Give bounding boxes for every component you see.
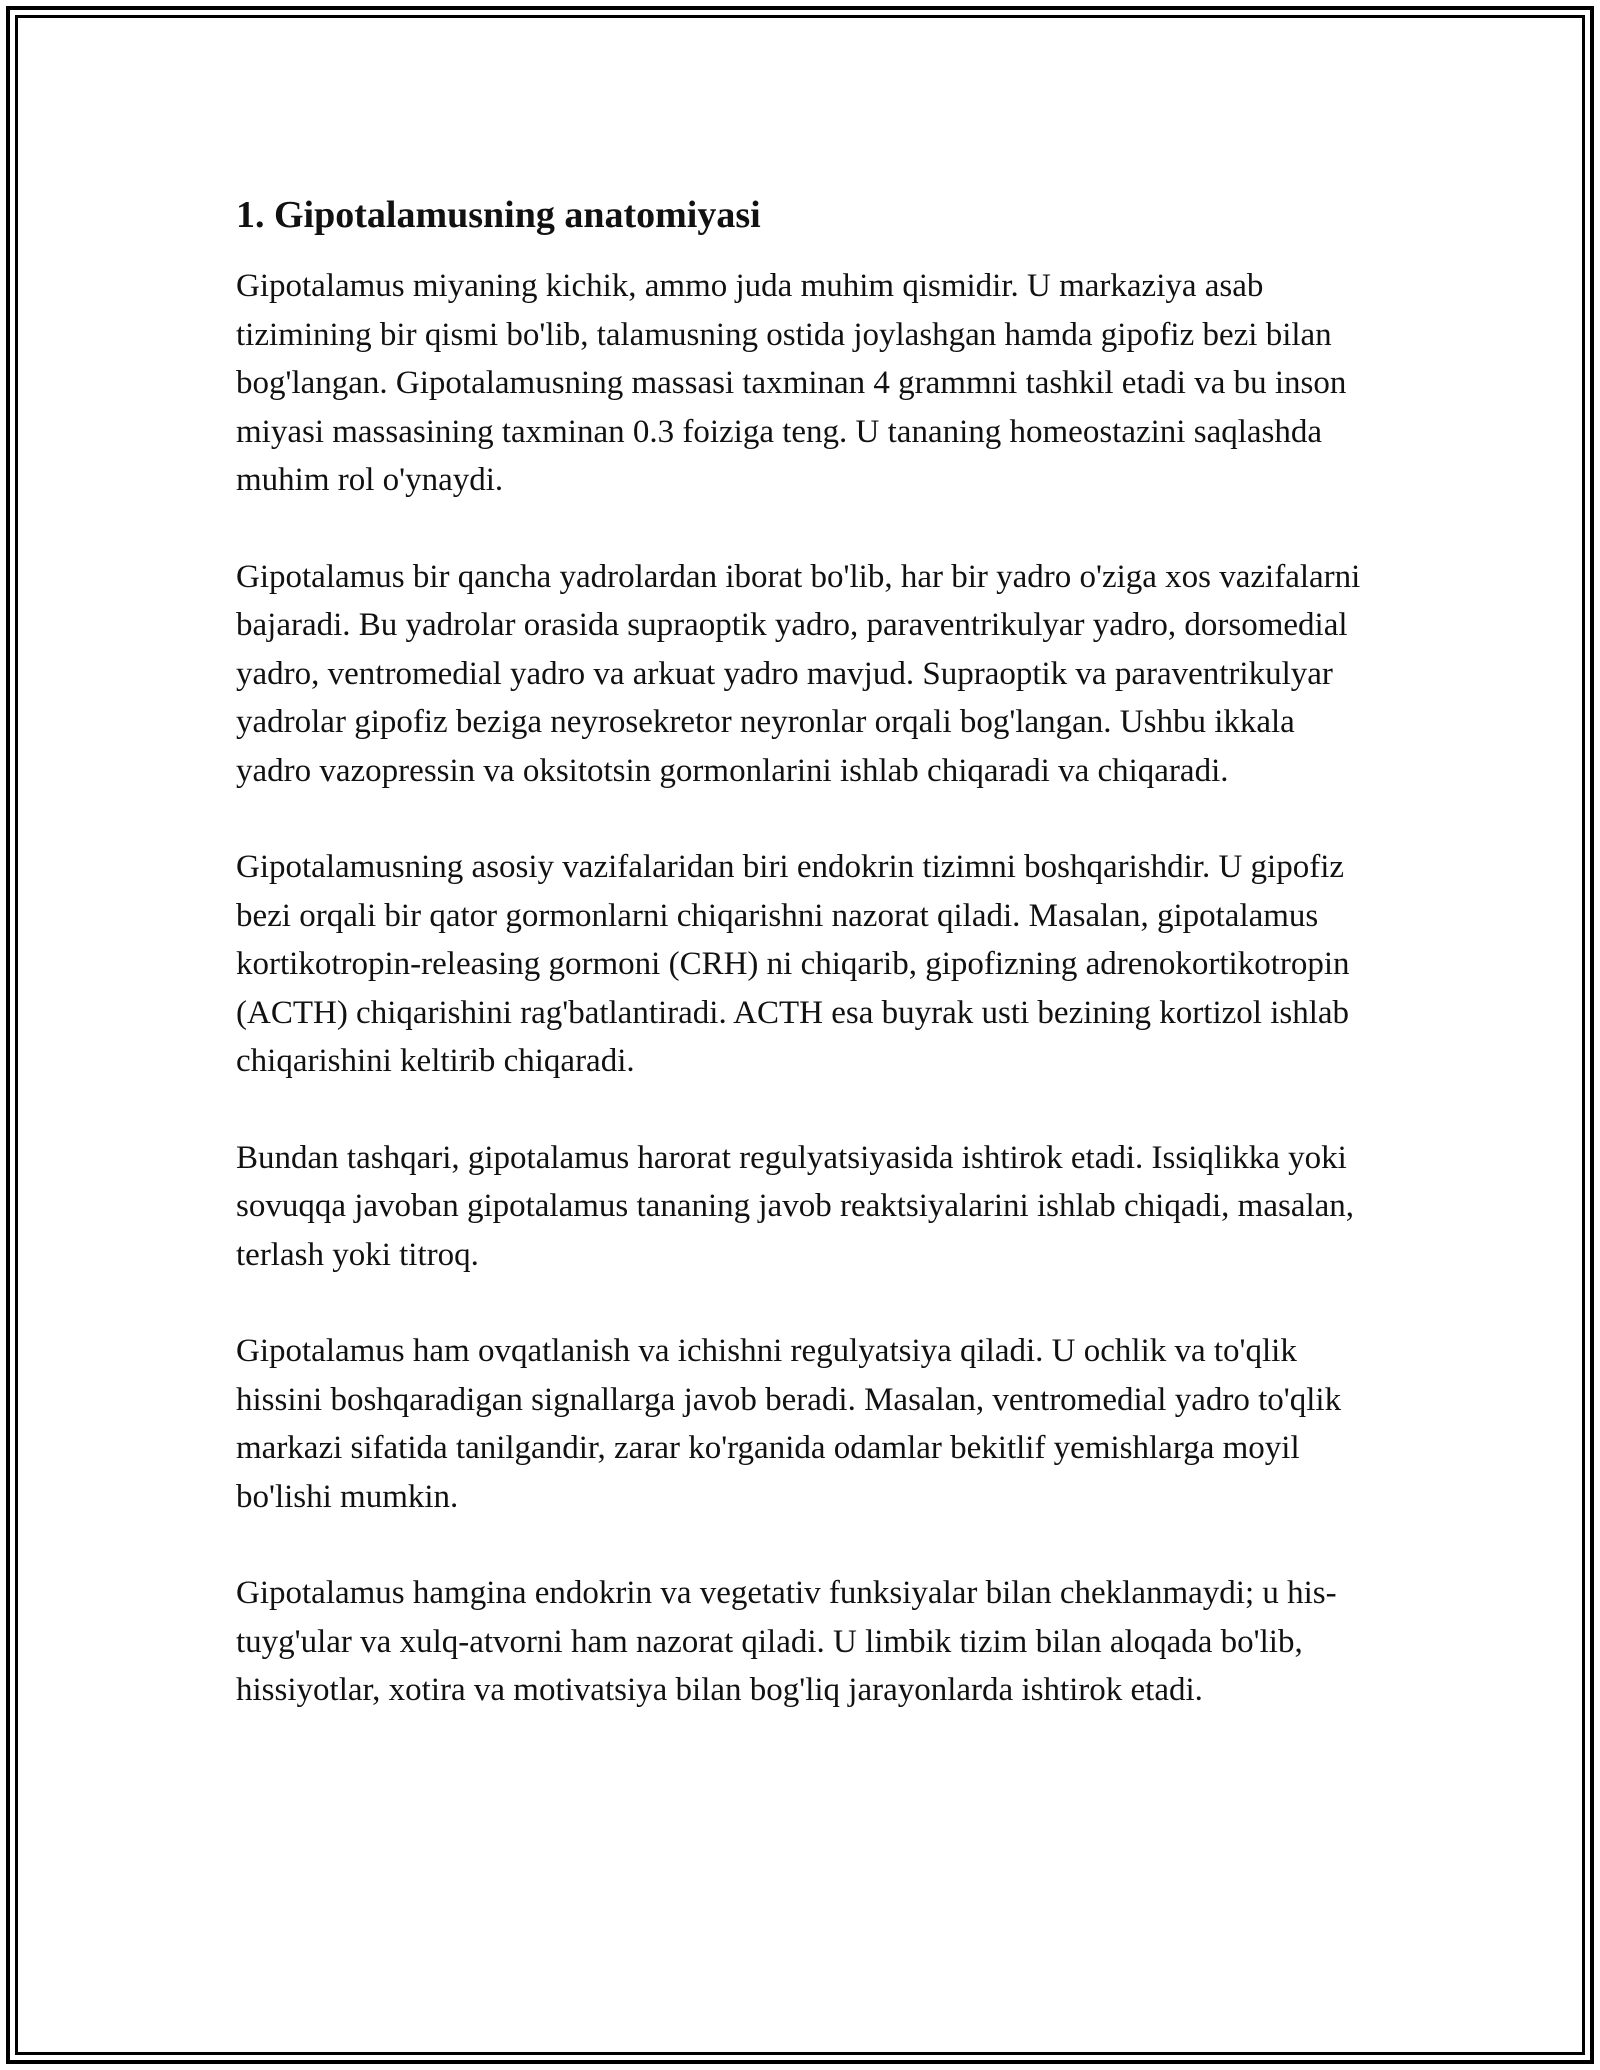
paragraph-feeding-regulation: Gipotalamus ham ovqatlanish va ichishni regulyatsiya qiladi. U ochlik va to'qlik hissini boshqaradigan signallarga javob beradi. Masalan, ventromedial yadro to'qlik markazi sifatida tanilgandir, zarar ko'rganida odamlar bekitlif yemishlarga moyil bo'lishi mumkin. <box>236 1333 1342 1515</box>
section-title: 1. Gipotalamusning anatomiyasi <box>236 194 761 236</box>
paragraph-emotion-behavior: Gipotalamus hamgina endokrin va vegetativ funksiyalar bilan cheklanmaydi; u his-tuyg'ular va xulq-atvorni ham nazorat qiladi. U limbik tizim bilan aloqada bo'lib, hissiyotlar, xotira va motivatsiya bilan bog'liq jarayonlarda ishtirok etadi. <box>236 1575 1337 1708</box>
document-body <box>236 186 1376 1715</box>
paragraph-temperature-regulation: Bundan tashqari, gipotalamus harorat regulyatsiyasida ishtirok etadi. Issiqlikka yoki sovuqqa javoban gipotalamus tananing javob reaktsiyalarini ishlab chiqadi, masalan, terlash yoki titroq. <box>236 1139 1355 1273</box>
paragraph-endocrine-control: Gipotalamusning asosiy vazifalaridan biri endokrin tizimni boshqarishdir. U gipofiz bezi orqali bir qator gormonlarni chiqarishni nazorat qiladi. Masalan, gipotalamus kortikotropin-releasing gormoni (CRH) ni chiqarib, gipofizning adrenokortikotropin (ACTH) chiqarishini rag'batlantiradi. ACTH esa buyrak usti bezining kortizol ishlab chiqarishini keltirib chiqaradi. <box>236 849 1350 1079</box>
paragraph-nuclei: Gipotalamus bir qancha yadrolardan iborat bo'lib, har bir yadro o'ziga xos vazifalarni bajaradi. Bu yadrolar orasida supraoptik yadro, paraventrikulyar yadro, dorsomedial yadro, ventromedial yadro va arkuat yadro mavjud. Supraoptik va paraventrikulyar yadrolar gipofiz beziga neyrosekretor neyronlar orqali bog'langan. Ushbu ikkala yadro vazopressin va oksitotsin gormonlarini ishlab chiqaradi va chiqaradi. <box>236 558 1361 789</box>
paragraph-anatomy-overview: Gipotalamus miyaning kichik, ammo juda muhim qismidir. U markaziya asab tizimining bir qismi bo'lib, talamusning ostida joylashgan hamda gipofiz bezi bilan bog'langan. Gipotalamusning massasi taxminan 4 grammni tashkil etadi va bu inson miyasi massasining taxminan 0.3 foiziga teng. U tananing homeostazini saqlashda muhim rol o'ynaydi. <box>236 268 1347 498</box>
